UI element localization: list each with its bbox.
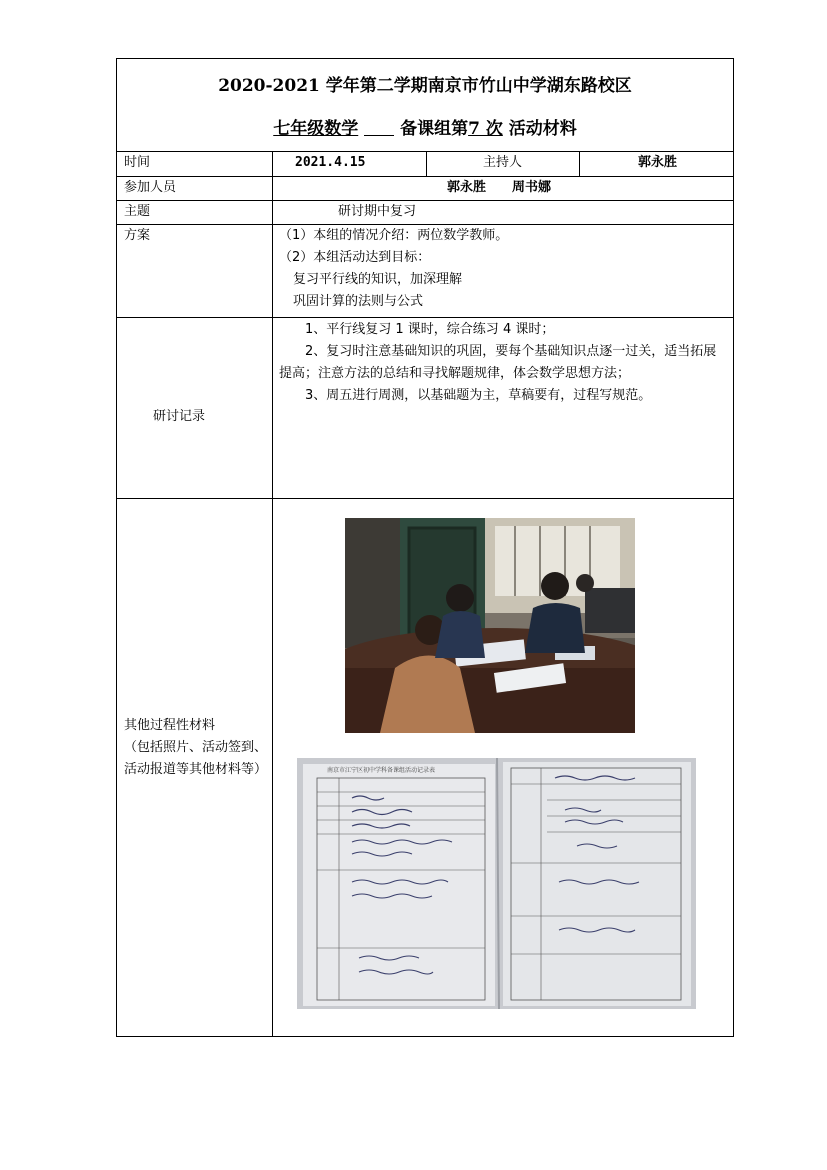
rule — [117, 498, 733, 499]
participants-value: 郭永胜 周书娜 — [447, 180, 552, 195]
meeting-photo-image — [345, 518, 635, 733]
school-title: 2020-2021 学年第二学期南京市竹山中学湖东路校区 — [218, 76, 632, 96]
rule — [117, 176, 733, 177]
blank-line — [364, 119, 394, 136]
plan-line: 复习平行线的知识，加深理解 — [293, 272, 463, 287]
plan-content — [279, 225, 508, 313]
materials-label-line: （包括照片、活动签到、活动报道等其他材料等） — [124, 740, 268, 777]
rule — [117, 317, 733, 318]
scanned-record-sheet — [297, 758, 696, 1009]
materials-label-line: 其他过程性材料 — [124, 718, 216, 733]
host-label: 主持人 — [483, 155, 523, 170]
topic-label: 主题 — [124, 204, 151, 219]
plan-line: （2）本组活动达到目标： — [279, 250, 431, 265]
group-suffix: 活动材料 — [508, 119, 577, 139]
record-item: 1、平行线复习 1 课时，综合练习 4 课时； — [305, 322, 555, 337]
rule — [117, 200, 733, 201]
plan-label: 方案 — [124, 228, 151, 243]
group-title — [117, 114, 733, 139]
scan-form-title: 南京市江宁区初中学科备课组活动记录表 — [327, 767, 436, 774]
scanned-record-image — [297, 758, 696, 1009]
session-number: 7 次 — [468, 119, 503, 139]
participants-label: 参加人员 — [124, 180, 177, 195]
host-value: 郭永胜 — [638, 155, 678, 170]
record-content — [279, 319, 729, 407]
group-name: 七年级数学 — [273, 119, 359, 139]
materials-label — [124, 715, 272, 781]
time-value: 2021.4.15 — [295, 155, 366, 170]
topic-value: 研讨期中复习 — [338, 204, 417, 219]
column-divider — [272, 151, 273, 1037]
column-divider — [426, 151, 427, 176]
record-item: 3、周五进行周测，以基础题为主，草稿要有，过程写规范。 — [305, 388, 652, 403]
group-middle: 备课组第 — [400, 119, 469, 139]
record-item: 2、复习时注意基础知识的巩固，要每个基础知识点逐一过关，适当拓展提高；注意方法的总结和寻找解题规律，体会数学思想方法； — [279, 344, 717, 381]
time-label: 时间 — [124, 155, 151, 170]
plan-line: 巩固计算的法则与公式 — [293, 294, 424, 309]
column-divider — [579, 151, 580, 176]
activity-record-form — [116, 58, 734, 1037]
plan-line: （1）本组的情况介绍：两位数学教师。 — [279, 228, 509, 243]
record-label: 研讨记录 — [153, 409, 206, 424]
meeting-photo — [345, 518, 635, 733]
